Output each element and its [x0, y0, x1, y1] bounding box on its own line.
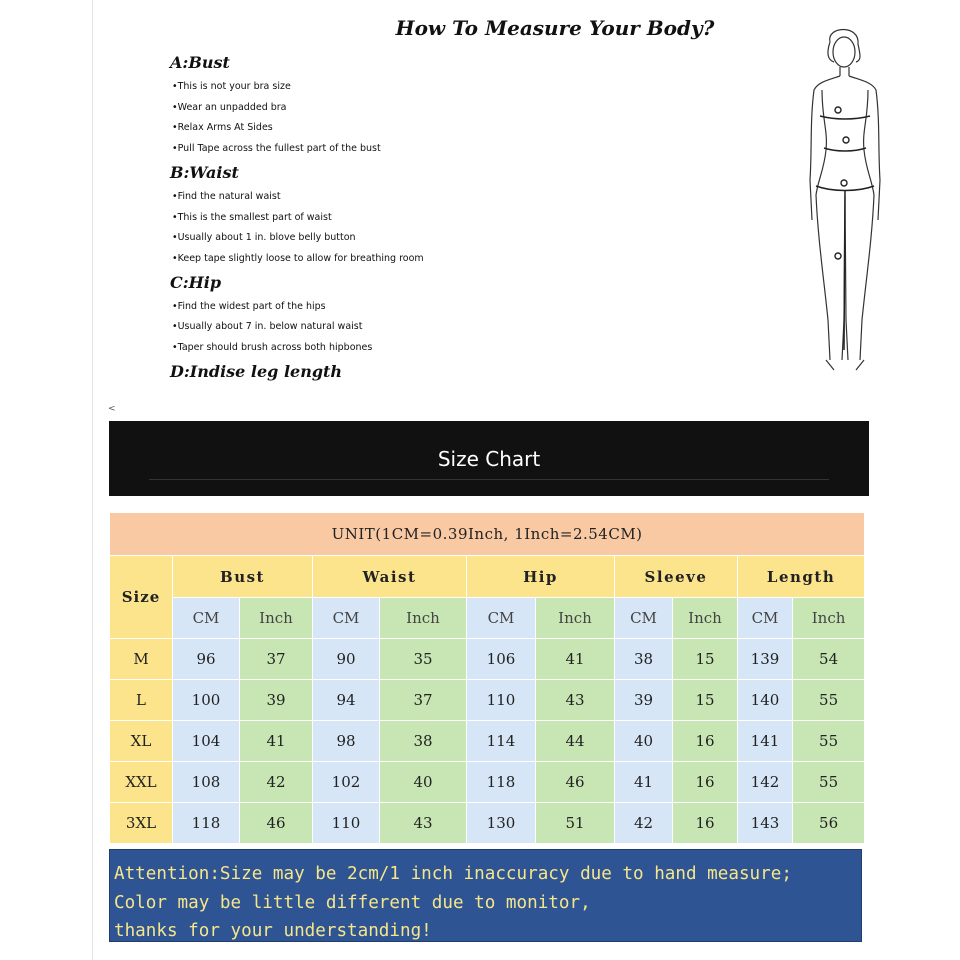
bust-cm-cell: 104	[173, 721, 240, 762]
waist-cm-cell: 94	[313, 680, 380, 721]
length-cm-header: CM	[738, 598, 793, 639]
hip-heading: C:Hip	[170, 272, 222, 292]
bust-section	[170, 52, 690, 160]
hip-cm-cell: 106	[467, 639, 536, 680]
size-label: XXL	[110, 762, 173, 803]
waist-inch-header: Inch	[380, 598, 467, 639]
hip-cm-cell: 114	[467, 721, 536, 762]
length-inch-cell: 55	[793, 680, 865, 721]
hip-tip: •Find the widest part of the hips	[172, 300, 326, 312]
length-cm-cell: 142	[738, 762, 793, 803]
sleeve-inch-cell: 15	[673, 639, 738, 680]
waist-cm-cell: 90	[313, 639, 380, 680]
attention-line: thanks for your understanding!	[114, 921, 432, 941]
bust-group-header: Bust	[173, 556, 313, 598]
body-measurement-figure-icon	[800, 20, 890, 380]
length-cm-cell: 139	[738, 639, 793, 680]
banner-underline	[149, 479, 829, 480]
size-chart-banner	[109, 421, 869, 496]
bust-cm-cell: 108	[173, 762, 240, 803]
waist-section	[170, 162, 690, 270]
waist-group-header: Waist	[313, 556, 467, 598]
sleeve-cm-cell: 41	[615, 762, 673, 803]
bust-cm-header: CM	[173, 598, 240, 639]
length-group-header: Length	[738, 556, 865, 598]
bust-cm-cell: 118	[173, 803, 240, 844]
table-row	[110, 803, 865, 844]
bust-heading: A:Bust	[170, 53, 230, 72]
hip-inch-cell: 43	[536, 680, 615, 721]
size-label: 3XL	[110, 803, 173, 844]
waist-tip: •Usually about 1 in. blove belly button	[172, 232, 356, 244]
sleeve-cm-cell: 38	[615, 639, 673, 680]
sleeve-inch-cell: 16	[673, 803, 738, 844]
hip-inch-cell: 51	[536, 803, 615, 844]
size-label: M	[110, 639, 173, 680]
waist-inch-cell: 43	[380, 803, 467, 844]
bust-inch-cell: 37	[240, 639, 313, 680]
banner-title: Size Chart	[437, 446, 541, 471]
length-cm-cell: 143	[738, 803, 793, 844]
attention-notice	[109, 849, 862, 942]
bust-cm-cell: 96	[173, 639, 240, 680]
sleeve-cm-cell: 39	[615, 680, 673, 721]
hip-cm-cell: 118	[467, 762, 536, 803]
hip-group-header: Hip	[467, 556, 615, 598]
unit-conversion-note: UNIT(1CM=0.39Inch, 1Inch=2.54CM)	[110, 513, 865, 556]
length-inch-cell: 55	[793, 762, 865, 803]
sleeve-cm-cell: 42	[615, 803, 673, 844]
length-inch-cell: 56	[793, 803, 865, 844]
waist-inch-cell: 38	[380, 721, 467, 762]
size-label: L	[110, 680, 173, 721]
hip-inch-cell: 44	[536, 721, 615, 762]
waist-inch-cell: 35	[380, 639, 467, 680]
waist-cm-header: CM	[313, 598, 380, 639]
bust-inch-header: Inch	[240, 598, 313, 639]
sleeve-cm-header: CM	[615, 598, 673, 639]
waist-cm-cell: 98	[313, 721, 380, 762]
size-column-header: Size	[110, 556, 173, 639]
guide-title: How To Measure Your Body?	[395, 16, 715, 40]
bust-inch-cell: 39	[240, 680, 313, 721]
bust-inch-cell: 41	[240, 721, 313, 762]
sleeve-inch-cell: 15	[673, 680, 738, 721]
bust-tip: •Relax Arms At Sides	[172, 122, 273, 134]
length-cm-cell: 141	[738, 721, 793, 762]
size-chart-table	[109, 512, 865, 844]
bust-tip: •Wear an unpadded bra	[172, 101, 287, 113]
bust-tip: •This is not your bra size	[172, 81, 291, 92]
table-row	[110, 680, 865, 721]
measurement-guide	[170, 50, 690, 386]
bust-tip: •Pull Tape across the fullest part of the bust	[172, 143, 381, 155]
attention-line: Attention:Size may be 2cm/1 inch inaccuracy due to hand measure;	[114, 864, 792, 884]
hip-cm-header: CM	[467, 598, 536, 639]
hip-tip: •Taper should brush across both hipbones	[172, 342, 373, 354]
hip-section	[170, 272, 690, 359]
length-inch-cell: 54	[793, 639, 865, 680]
waist-heading: B:Waist	[170, 162, 239, 182]
waist-cm-cell: 102	[313, 762, 380, 803]
hip-tip: •Usually about 7 in. below natural waist	[172, 321, 363, 333]
length-inch-cell: 55	[793, 721, 865, 762]
bust-inch-cell: 42	[240, 762, 313, 803]
hip-inch-cell: 46	[536, 762, 615, 803]
sleeve-inch-cell: 16	[673, 721, 738, 762]
table-row	[110, 639, 865, 680]
bust-cm-cell: 100	[173, 680, 240, 721]
table-row	[110, 721, 865, 762]
page-left-edge	[92, 0, 93, 960]
bust-inch-cell: 46	[240, 803, 313, 844]
leg-section	[170, 361, 690, 383]
length-inch-header: Inch	[793, 598, 865, 639]
stray-mark: <	[108, 404, 116, 414]
sleeve-group-header: Sleeve	[615, 556, 738, 598]
waist-inch-cell: 40	[380, 762, 467, 803]
waist-inch-cell: 37	[380, 680, 467, 721]
attention-line: Color may be little different due to monitor,	[114, 892, 591, 913]
hip-inch-cell: 41	[536, 639, 615, 680]
size-label: XL	[110, 721, 173, 762]
hip-cm-cell: 110	[467, 680, 536, 721]
waist-tip: •Keep tape slightly loose to allow for breathing room	[172, 252, 424, 264]
hip-inch-header: Inch	[536, 598, 615, 639]
length-cm-cell: 140	[738, 680, 793, 721]
waist-cm-cell: 110	[313, 803, 380, 844]
sleeve-inch-header: Inch	[673, 598, 738, 639]
sleeve-cm-cell: 40	[615, 721, 673, 762]
waist-tip: •Find the natural waist	[172, 190, 281, 202]
table-row	[110, 762, 865, 803]
sleeve-inch-cell: 16	[673, 762, 738, 803]
leg-heading: D:Indise leg length	[170, 361, 343, 381]
waist-tip: •This is the smallest part of waist	[172, 211, 332, 223]
hip-cm-cell: 130	[467, 803, 536, 844]
